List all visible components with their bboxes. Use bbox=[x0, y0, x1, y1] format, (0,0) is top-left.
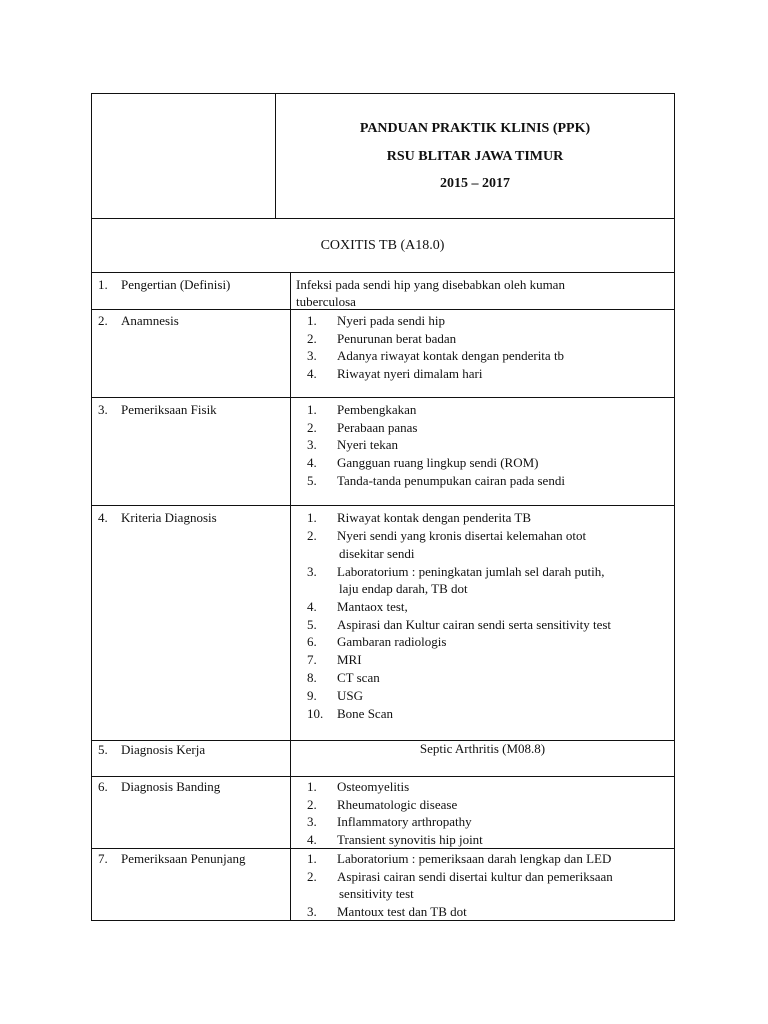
list-item-number: 8. bbox=[307, 670, 317, 685]
list-item-text: MRI bbox=[337, 652, 362, 667]
section-title: COXITIS TB (A18.0) bbox=[320, 238, 445, 253]
list-item-text: Rheumatologic disease bbox=[337, 797, 458, 812]
list-item-text: Pembengkakan bbox=[337, 402, 417, 417]
row-number: 7. bbox=[98, 851, 108, 866]
list-item-text: Nyeri tekan bbox=[337, 437, 399, 452]
list-item-number: 6. bbox=[307, 634, 317, 649]
row-label: Kriteria Diagnosis bbox=[121, 510, 217, 525]
row-label: Diagnosis Kerja bbox=[121, 742, 206, 757]
list-item-text-continued: disekitar sendi bbox=[339, 546, 415, 561]
list-item-text: Nyeri sendi yang kronis disertai kelemahan otot bbox=[337, 528, 587, 543]
row-divider-2 bbox=[91, 397, 675, 398]
list-item-number: 9. bbox=[307, 688, 317, 703]
list-item-text: Laboratorium : peningkatan jumlah sel darah putih, bbox=[337, 564, 605, 579]
row-number: 2. bbox=[98, 313, 108, 328]
list-item-number: 2. bbox=[307, 420, 317, 435]
header-title-line3: 2015 – 2017 bbox=[440, 176, 510, 191]
list-item-number: 1. bbox=[307, 779, 317, 794]
list-item-text: Gangguan ruang lingkup sendi (ROM) bbox=[337, 455, 539, 470]
list-item-number: 3. bbox=[307, 814, 317, 829]
list-item-text: USG bbox=[337, 688, 364, 703]
list-item-number: 1. bbox=[307, 313, 317, 328]
row-divider-5 bbox=[91, 776, 675, 777]
list-item-number: 10. bbox=[307, 706, 324, 721]
header-divider bbox=[91, 218, 675, 219]
row-text: Infeksi pada sendi hip yang disebabkan oleh kuman bbox=[296, 277, 565, 292]
row-number: 1. bbox=[98, 277, 108, 292]
list-item-text: Aspirasi dan Kultur cairan sendi serta sensitivity test bbox=[337, 617, 612, 632]
list-item-text: Aspirasi cairan sendi disertai kultur dan pemeriksaan bbox=[337, 869, 613, 884]
list-item-number: 4. bbox=[307, 366, 317, 381]
list-item-text: Transient synovitis hip joint bbox=[337, 832, 483, 847]
list-item-text: Riwayat kontak dengan penderita TB bbox=[337, 510, 531, 525]
list-item-text: Riwayat nyeri dimalam hari bbox=[337, 366, 483, 381]
list-item-number: 1. bbox=[307, 402, 317, 417]
list-item-text: Perabaan panas bbox=[337, 420, 418, 435]
row-label: Pemeriksaan Fisik bbox=[121, 402, 217, 417]
list-item-number: 4. bbox=[307, 832, 317, 847]
diagnosis-kerja-value: Septic Arthritis (M08.8) bbox=[419, 741, 546, 756]
table-border-top bbox=[91, 93, 675, 94]
row-number: 6. bbox=[98, 779, 108, 794]
list-item-text: Osteomyelitis bbox=[337, 779, 410, 794]
list-item-text: Gambaran radiologis bbox=[337, 634, 447, 649]
row-divider-3 bbox=[91, 505, 675, 506]
list-item-text: Adanya riwayat kontak dengan penderita tb bbox=[337, 348, 565, 363]
list-item-text: CT scan bbox=[337, 670, 380, 685]
column-divider bbox=[290, 272, 291, 920]
row-text: tuberculosa bbox=[296, 294, 356, 309]
list-item-text: Nyeri pada sendi hip bbox=[337, 313, 445, 328]
list-item-number: 2. bbox=[307, 331, 317, 346]
header-title-line2: RSU BLITAR JAWA TIMUR bbox=[386, 149, 564, 164]
row-number: 3. bbox=[98, 402, 108, 417]
row-label: Anamnesis bbox=[121, 313, 179, 328]
table-border-left bbox=[91, 93, 92, 921]
list-item-number: 3. bbox=[307, 564, 317, 579]
list-item-number: 4. bbox=[307, 455, 317, 470]
row-number: 5. bbox=[98, 742, 108, 757]
list-item-number: 2. bbox=[307, 797, 317, 812]
list-item-text: Laboratorium : pemeriksaan darah lengkap dan LED bbox=[337, 851, 612, 866]
list-item-text: Bone Scan bbox=[337, 706, 393, 721]
list-item-text: Inflammatory arthropathy bbox=[337, 814, 472, 829]
list-item-text: Mantoux test dan TB dot bbox=[337, 904, 467, 919]
section-divider bbox=[91, 272, 675, 273]
list-item-number: 5. bbox=[307, 473, 317, 488]
row-label: Pengertian (Definisi) bbox=[121, 277, 231, 292]
list-item-number: 3. bbox=[307, 348, 317, 363]
table-border-right bbox=[674, 93, 675, 921]
list-item-text-continued: sensitivity test bbox=[339, 886, 414, 901]
row-divider-1 bbox=[91, 309, 675, 310]
list-item-number: 1. bbox=[307, 510, 317, 525]
list-item-text: Tanda-tanda penumpukan cairan pada sendi bbox=[337, 473, 565, 488]
list-item-number: 5. bbox=[307, 617, 317, 632]
row-label: Diagnosis Banding bbox=[121, 779, 221, 794]
list-item-number: 4. bbox=[307, 599, 317, 614]
list-item-text: Penurunan berat badan bbox=[337, 331, 457, 346]
row-label: Pemeriksaan Penunjang bbox=[121, 851, 246, 866]
row-number: 4. bbox=[98, 510, 108, 525]
list-item-number: 7. bbox=[307, 652, 317, 667]
list-item-number: 3. bbox=[307, 437, 317, 452]
list-item-number: 2. bbox=[307, 869, 317, 884]
list-item-number: 1. bbox=[307, 851, 317, 866]
list-item-number: 2. bbox=[307, 528, 317, 543]
header-title-line1: PANDUAN PRAKTIK KLINIS (PPK) bbox=[359, 121, 591, 136]
list-item-number: 3. bbox=[307, 904, 317, 919]
list-item-text: Mantaox test, bbox=[337, 599, 408, 614]
list-item-text-continued: laju endap darah, TB dot bbox=[339, 581, 468, 596]
